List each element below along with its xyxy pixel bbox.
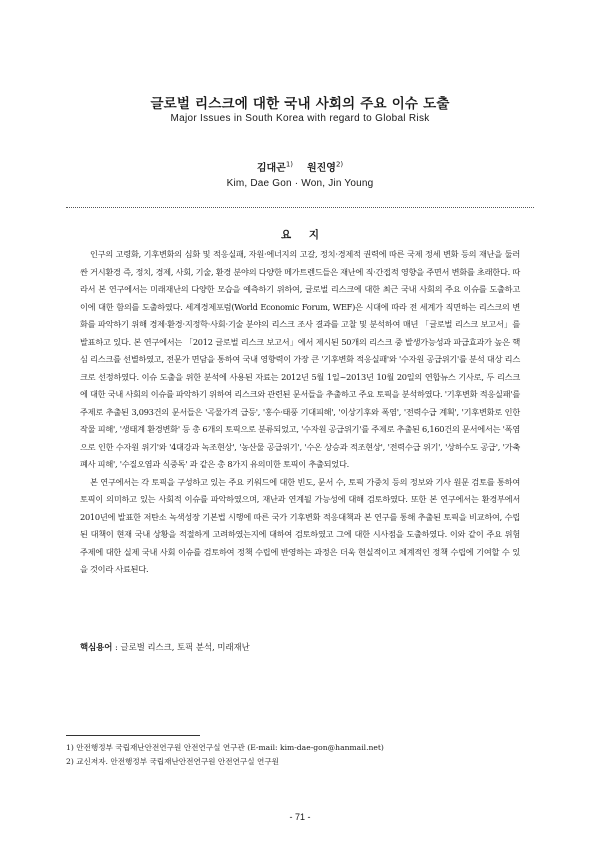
keywords-label: 핵심용어 [80,642,113,652]
keywords-value: 글로벌 리스크, 토픽 분석, 미래재난 [120,642,250,652]
footnote-2: 2) 교신저자. 안전행정부 국립재난안전연구원 안전연구실 연구원 [66,756,279,766]
author-2-name: 원진영 [306,163,336,174]
keywords-separator: : [112,642,121,652]
abstract-paragraph-2: 본 연구에서는 각 토픽을 구성하고 있는 주요 키워드에 대한 빈도, 문서 수, 토픽 가중치 등의 정보와 기사 원문 검토를 통하여 토픽이 의미하고 있는 사회적 이슈를 파악하였으며, 재난과 연계될 가능성에 대해 검토하였다. 또한 본 연구에서는 환경부에서 2010년에 발표한 저탄소 녹색성장 기본법 시행에 따른 국가 기후변화 적응대책과 본 연구를 통해 추출된 토픽을 비교하여, 수립된 대책이 현재 국내 상황을 적절하게 고려하였는지에 대하여 검토하였고 그에 대한 시사점을 도출하였다. 이와 같이 주요 위험 주제에 대한 실제 국내 사회 이슈를 검토하여 정책 수립에 반영하는 과정은 더욱 현실적이고 체계적인 정책 수립에 기여할 수 있을 것이라 사료된다. [80,476,520,574]
dotted-divider [66,207,534,208]
paper-subtitle-en: Major Issues in South Korea with regard to Global Risk [170,113,430,124]
abstract-paragraph-1: 인구의 고령화, 기후변화의 심화 및 적응실패, 자원·에너지의 고갈, 정치·경제적 권력에 따른 국제 정세 변화 등의 재난을 둘러싼 거시환경 즉, 정치, 경제, 사회, 기술, 환경 분야의 다양한 메가트렌드들은 재난에 직·간접적 영향을 주면서 변화를 초래한다. 따라서 본 연구에서는 미래재난의 다양한 모습을 예측하기 위하여, 글로벌 리스크에 대한 최근 국내 사회의 주요 이슈를 도출하고 이에 대한 함의를 도출하였다. 세계경제포럼(World Economic Forum, WEF)은 시대에 따라 전 세계가 직면하는 리스크의 변화를 파악하기 위해 경제·환경·지정학·사회·기술 분야의 리스크 조사 결과를 고찰 및 분석하여 매년 「글로벌 리스크 보고서」를 발표하고 있다. 본 연구에서는 「2012 글로벌 리스크 보고서」에서 제시된 50개의 리스크 중 발생가능성과 파급효과가 높은 핵심 리스크를 선별하였고, 전문가 면담을 통하여 국내 영향력이 가장 큰 '기후변화 적응실패'와 '수자원 공급위기'를 분석 대상 리스크로 선정하였다. 이슈 도출을 위한 분석에 사용된 자료는 2012년 5월 1일~2013년 10월 20일의 연합뉴스 기사로, 두 리스크에 대한 국내 사회의 이슈를 파악하기 위하여 리스크와 관련된 문서들을 추출하고 주요 토픽을 분석하였다. '기후변화 적응실패'를 주제로 추출된 3,093건의 문서들은 '곡물가격 급등', '홍수·태풍 기대피해', '이상기후와 폭염', '전력수급 계획', '기후변화로 인한 작물 피해', '생태계 환경변화' 등 총 6개의 토픽으로 분류되었고, '수자원 공급위기'를 주제로 추출된 6,160건의 문서에서는 '폭염으로 인한 수자원 위기'와 '4대강과 녹조현상', '농산물 공급위기', '수온 상승과 적조현상', '전력수급 위기', '상하수도 공급', '가축폐사 피해', '수질오염과 식중독' 과 같은 총 8가지 유의미한 토픽이 추출되었다. [80,249,520,469]
author-1-name: 김대곤 [256,163,286,174]
author-2-footnote-mark: 2) [335,160,344,169]
footnotes [66,741,536,768]
footnote-divider [66,735,200,736]
abstract-body [80,246,520,579]
author-names-ko [0,159,600,174]
page-number: - 71 - [289,812,311,822]
footnote-1: 1) 안전행정부 국립재난안전연구원 안전연구실 연구관 (E-mail: kim-dae-gon@hanmail.net) [66,743,384,752]
author-1-footnote-mark: 1) [285,160,294,169]
keywords-line [80,641,250,653]
paper-title: 글로벌 리스크에 대한 국내 사회의 주요 이슈 도출 [150,96,450,112]
abstract-heading: 요 지 [281,229,319,241]
author-names-en: Kim, Dae Gon · Won, Jin Young [226,178,374,189]
